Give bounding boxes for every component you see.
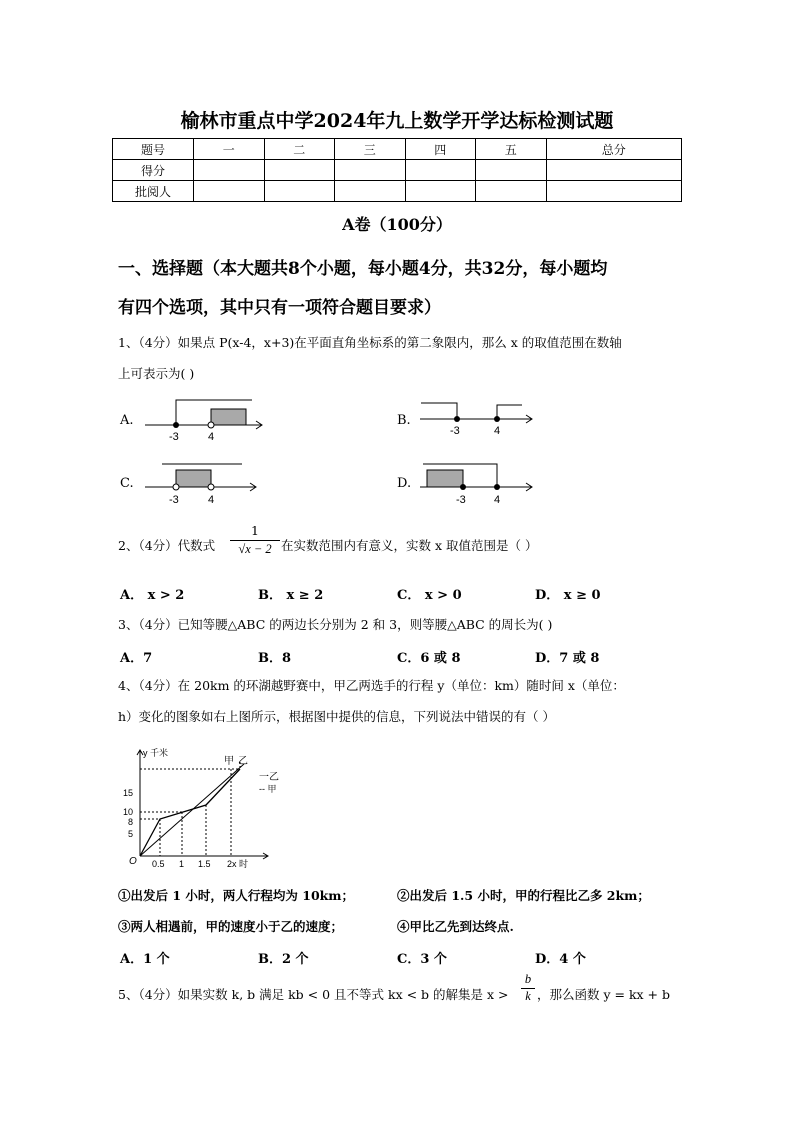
q2-option-a: A． x > 2 [120,588,185,603]
score-header-cell: 四 [405,139,476,160]
q1-option-c-numberline [140,456,270,510]
q2-prefix: 2、（4分）代数式 [118,538,216,553]
q4-text-line1: 4、（4分）在 20km 的环湖越野赛中，甲乙两选手的行程 y（单位：km）随时间 x（单位： [118,678,625,693]
tick-label: 4 [494,425,501,437]
solid-dot [460,484,466,490]
score-header-cell: 二 [264,139,335,160]
score-row-label: 得分 [113,160,194,181]
legend-item: 一乙 [259,772,279,783]
series-line-jia [140,764,244,856]
fraction-denominator: k [521,988,535,1004]
x-tick-label: 2 [227,859,233,869]
score-row-label: 批阅人 [113,181,194,202]
exam-title: 榆林市重点中学2024年九上数学开学达标检测试题 [180,110,614,132]
x-tick-label: 1 [179,859,185,869]
q4-option-c: C．3 个 [397,952,447,967]
tick-label: -3 [169,494,179,506]
score-cell [194,160,265,181]
q1-text-line1: 1、（4分）如果点 P(x-4，x+3)在平面直角坐标系的第二象限内，那么 x 的取值范围在数轴 [118,335,622,350]
open-dot [208,484,214,490]
region-shading [427,470,463,487]
q2-option-b: B． x ≥ 2 [258,588,324,603]
region-bracket [497,405,522,419]
score-cell [335,181,406,202]
q1-text-line2: 上可表示为( ) [118,366,195,381]
q2-option-d: D． x ≥ 0 [535,588,601,603]
region-bracket [421,403,457,419]
fraction-numerator: 1 [251,523,259,538]
q4-statement-4: ④甲比乙先到达终点. [397,919,514,934]
solid-dot [494,416,500,422]
score-header-cell: 三 [335,139,406,160]
q4-statement-1: ①出发后 1 小时，两人行程均为 10km； [118,888,355,903]
score-cell [476,181,547,202]
q1-option-c-label: C. [120,476,134,491]
q1-option-a-label: A. [120,413,134,428]
q4-statement-2: ②出发后 1.5 小时，甲的行程比乙多 2km； [397,888,650,903]
region-shading [211,409,246,425]
origin-label: O [129,856,137,867]
q1-option-b-label: B. [397,413,411,428]
score-cell [476,160,547,181]
q4-distance-time-graph [118,744,298,870]
open-dot [208,422,214,428]
y-axis-label: y 千米 [143,748,169,758]
score-cell [546,181,682,202]
y-tick-label: 5 [128,829,134,839]
part1-heading-line1: 一、选择题（本大题共8个小题，每小题4分，共32分，每小题均 [118,259,608,279]
q3-text: 3、（4分）已知等腰△ABC 的两边长分别为 2 和 3，则等腰△ABC 的周长为( ) [118,617,553,632]
fraction-denominator: √x − 2 [230,540,280,557]
solid-dot [454,416,460,422]
score-cell [264,160,335,181]
q1-option-d-label: D. [397,476,412,491]
x-tick-label: 1.5 [198,859,211,869]
q4-option-d: D．4 个 [535,952,586,967]
q2-option-c: C． x > 0 [397,588,462,603]
q5-suffix: ，那么函数 y = kx + b [537,987,671,1002]
score-cell [405,181,476,202]
solid-dot [494,484,500,490]
score-header-cell: 五 [476,139,547,160]
y-tick-label: 8 [128,817,134,827]
score-cell [264,181,335,202]
q3-option-c: C．6 或 8 [397,651,461,666]
solid-dot [173,422,179,428]
score-cell [405,160,476,181]
q3-option-d: D．7 或 8 [535,651,600,666]
q3-option-a: A．7 [120,651,153,666]
q1-option-b-numberline [415,394,545,444]
q2-fraction [230,523,280,557]
tick-label: 4 [208,494,215,506]
tick-label: -3 [450,425,460,437]
score-header-cell: 题号 [113,139,194,160]
series-label-jia: 甲 [224,756,234,767]
score-header-cell: 一 [194,139,265,160]
open-dot [173,484,179,490]
score-cell [546,160,682,181]
score-table-row [113,181,682,202]
q2-suffix: 在实数范围内有意义，实数 x 取值范围是（ ） [281,538,538,553]
q4-statement-3: ③两人相遇前，甲的速度小于乙的速度； [118,919,344,934]
score-cell [194,181,265,202]
tick-label: -3 [169,431,179,443]
score-table-header-row [113,139,682,160]
x-tick-label: 0.5 [152,859,165,869]
q4-option-a: A．1 个 [120,952,170,967]
q5-prefix: 5、（4分）如果实数 k, b 满足 kb < 0 且不等式 kx < b 的解集是 x > [118,987,509,1002]
score-table-row [113,160,682,181]
score-table [112,138,682,202]
fraction-numerator: b [524,972,532,986]
tick-label: 4 [208,431,215,443]
q5-fraction [521,972,535,1004]
q1-option-a-numberline [140,394,270,444]
tick-label: -3 [456,494,466,506]
series-label-yi: 乙 [238,756,248,767]
legend-item: -- 甲 [259,784,277,794]
part1-heading-line2: 有四个选项，其中只有一项符合题目要求） [118,298,441,318]
tick-label: 4 [494,494,501,506]
y-tick-label: 15 [123,788,134,798]
q4-option-b: B．2 个 [258,952,309,967]
q3-option-b: B．8 [258,651,292,666]
q1-option-d-numberline [415,456,545,510]
x-axis-label: x 时 [232,859,249,869]
score-cell [335,160,406,181]
region-shading [176,470,211,487]
section-a-heading: A卷（100分） [342,215,452,234]
q4-text-line2: h）变化的图象如右上图所示，根据图中提供的信息，下列说法中错误的有（ ） [118,709,556,724]
score-header-cell: 总分 [546,139,682,160]
y-tick-label: 10 [123,807,134,817]
